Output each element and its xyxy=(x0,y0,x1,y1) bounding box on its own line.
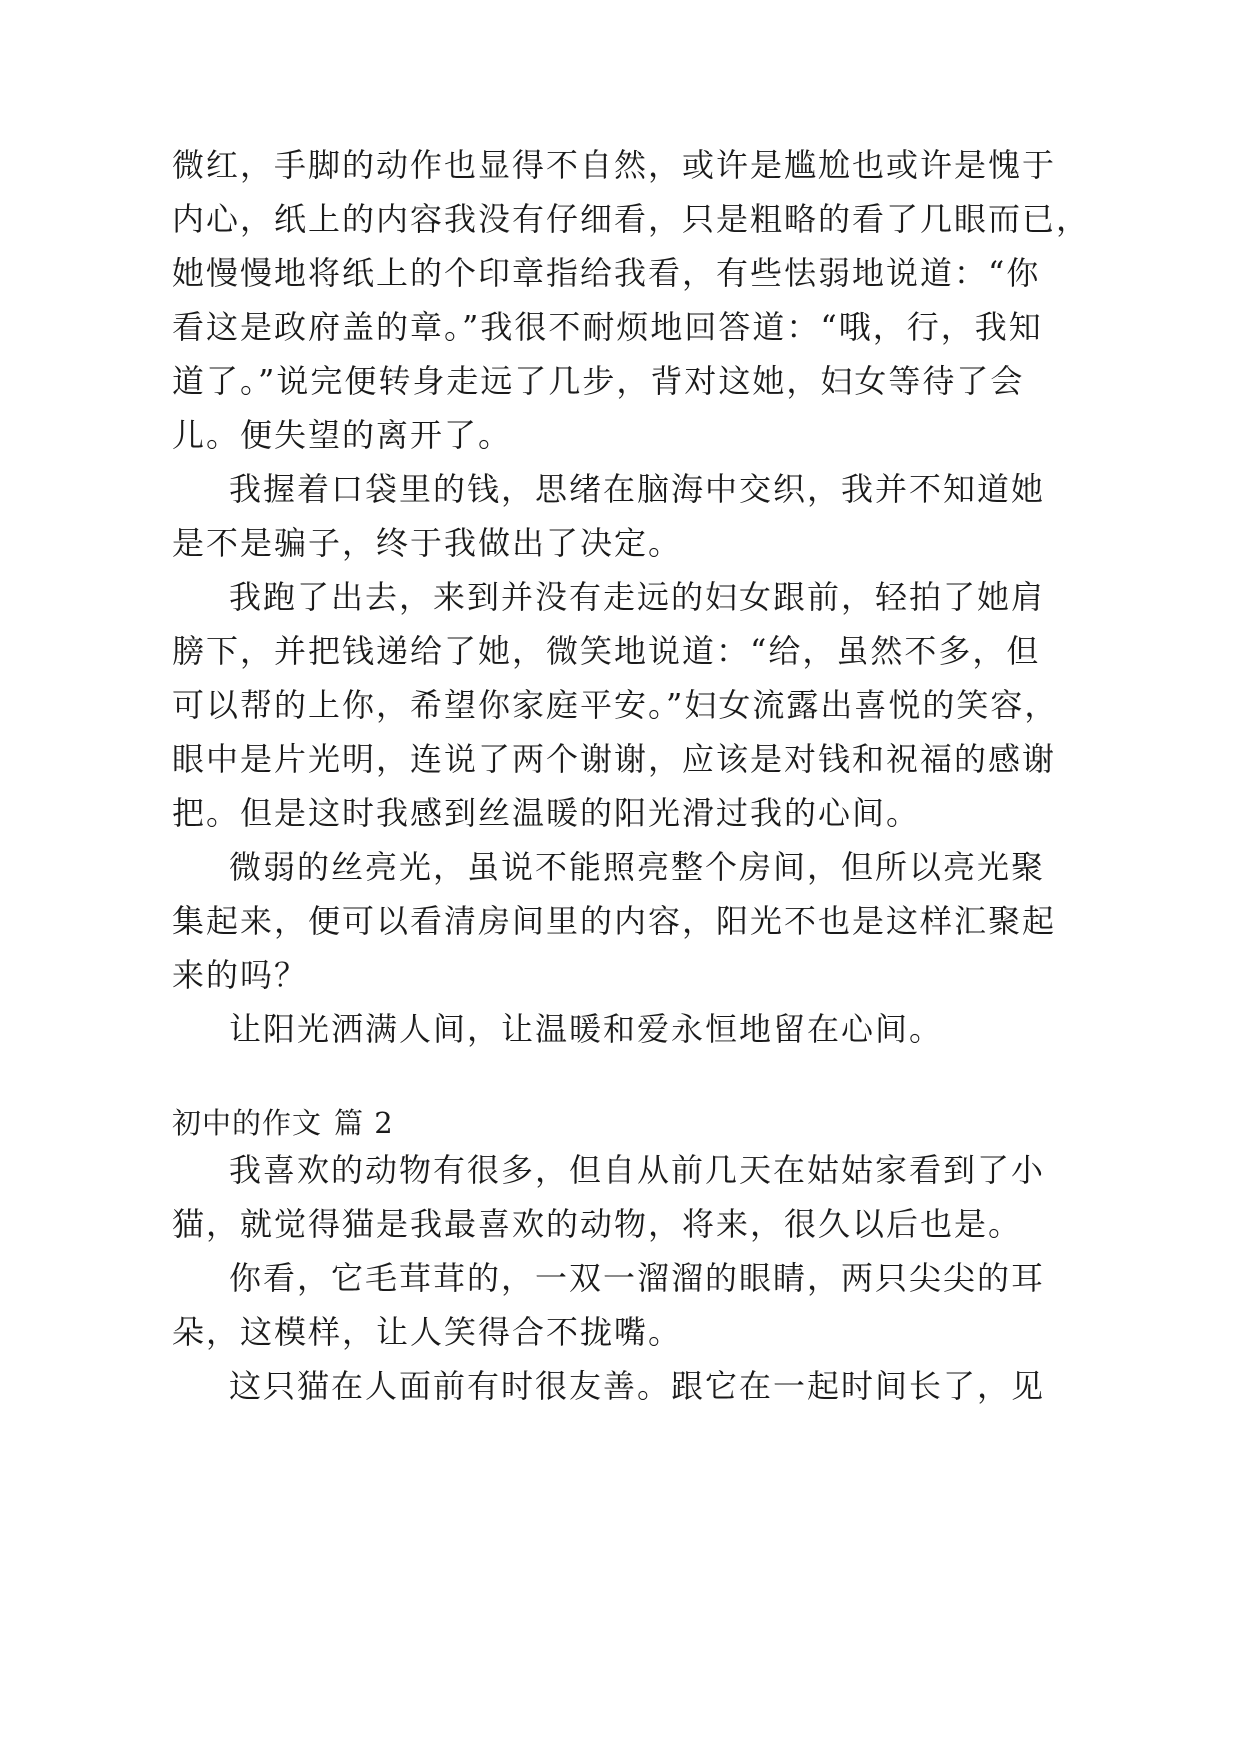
text-line: 我喜欢的动物有很多，但自从前几天在姑姑家看到了小 xyxy=(229,1151,1046,1189)
text-line: 让阳光洒满人间，让温暖和爱永恒地留在心间。 xyxy=(229,1010,944,1048)
text-line: 内心，纸上的内容我没有仔细看，只是粗略的看了几眼而已， xyxy=(172,200,1091,238)
text-line: 道了。”说完便转身走远了几步，背对这她，妇女等待了会 xyxy=(172,362,1025,400)
text-line: 这只猫在人面前有时很友善。跟它在一起时间长了，见 xyxy=(229,1367,1046,1405)
text-line: 她慢慢地将纸上的个印章指给我看，有些怯弱地说道：“你 xyxy=(172,254,1041,292)
text-line: 来的吗？ xyxy=(172,956,309,994)
text-line: 眼中是片光明，连说了两个谢谢，应该是对钱和祝福的感谢 xyxy=(172,740,1057,778)
text-line: 集起来，便可以看清房间里的内容，阳光不也是这样汇聚起 xyxy=(172,902,1057,940)
text-line: 朵，这模样，让人笑得合不拢嘴。 xyxy=(172,1313,683,1351)
text-line: 猫，就觉得猫是我最喜欢的动物，将来，很久以后也是。 xyxy=(172,1205,1023,1243)
text-line: 微红，手脚的动作也显得不自然，或许是尴尬也或许是愧于 xyxy=(172,146,1057,184)
text-line: 我跑了出去，来到并没有走远的妇女跟前，轻拍了她肩 xyxy=(229,578,1046,616)
text-line: 可以帮的上你，希望你家庭平安。”妇女流露出喜悦的笑容， xyxy=(172,686,1059,724)
text-line: 看这是政府盖的章。”我很不耐烦地回答道：“哦，行，我知 xyxy=(172,308,1043,346)
text-line: 微弱的丝亮光，虽说不能照亮整个房间，但所以亮光聚 xyxy=(229,848,1046,886)
text-line: 把。但是这时我感到丝温暖的阳光滑过我的心间。 xyxy=(172,794,921,832)
text-line: 你看，它毛茸茸的，一双一溜溜的眼睛，两只尖尖的耳 xyxy=(229,1259,1046,1297)
text-line: 我握着口袋里的钱，思绪在脑海中交织，我并不知道她 xyxy=(229,470,1046,508)
text-line: 儿。便失望的离开了。 xyxy=(172,416,513,454)
heading-number: 篇 2 xyxy=(334,1106,394,1140)
text-line: 膀下，并把钱递给了她，微笑地说道：“给，虽然不多，但 xyxy=(172,632,1041,670)
text-line: 是不是骗子，终于我做出了决定。 xyxy=(172,524,683,562)
heading-title: 初中的作文 xyxy=(172,1106,323,1140)
section-heading xyxy=(172,1105,394,1141)
